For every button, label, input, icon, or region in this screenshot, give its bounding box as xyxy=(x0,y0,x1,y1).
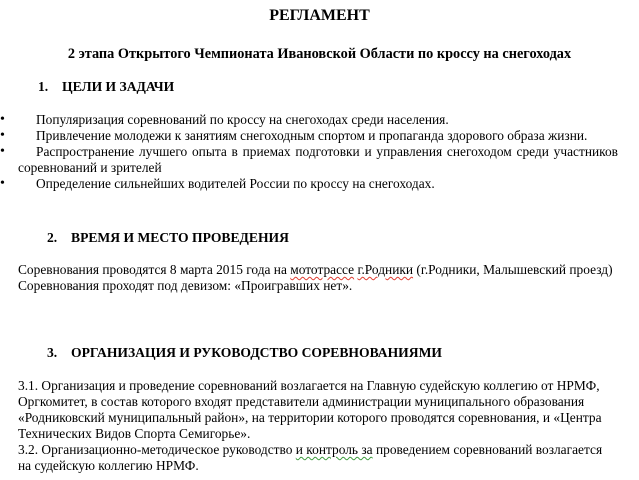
management-text-end: проведением соревнований возлагается на судейскую коллегию НРМФ. xyxy=(18,442,603,473)
bullet-item xyxy=(18,144,618,176)
bullet-item xyxy=(18,176,618,192)
section-1-bullet-list xyxy=(18,112,618,192)
section-2-number: 2. xyxy=(47,230,58,245)
management-paragraph xyxy=(18,442,618,474)
spellcheck-word: г.Родники xyxy=(357,262,414,277)
section-1-number: 1. xyxy=(38,79,49,94)
bullet-text: Привлечение молодежи к занятиям снегоходным спортом и пропаганда здорового образа жизни. xyxy=(36,128,588,143)
spellcheck-word: мототрассе xyxy=(290,262,355,277)
document-subtitle: 2 этапа Открытого Чемпионата Ивановской Области по кроссу на снегоходах xyxy=(67,46,572,62)
bullet-item xyxy=(18,128,618,144)
bullet-text: Распространение лучшего опыта в приемах подготовки и управления снегоходом среди участников соревнований и зрителей xyxy=(18,144,618,175)
section-2-body xyxy=(18,262,618,294)
management-text: 3.2. Организационно-методическое руководство xyxy=(18,442,296,457)
bullet-item xyxy=(18,112,618,128)
venue-paragraph xyxy=(18,262,618,278)
section-1-title: ЦЕЛИ И ЗАДАЧИ xyxy=(62,79,175,94)
section-3-number: 3. xyxy=(47,345,58,360)
bullet-text: Определение сильнейших водителей России по кроссу на снегоходах. xyxy=(36,176,435,191)
section-3-body xyxy=(18,378,618,474)
venue-address: (г.Родники, Малышевский проезд) xyxy=(413,262,613,277)
section-2-title: ВРЕМЯ И МЕСТО ПРОВЕДЕНИЯ xyxy=(71,230,289,245)
section-3-heading xyxy=(47,344,442,362)
section-2-heading xyxy=(47,229,289,247)
grammar-check-phrase: и контроль за xyxy=(295,442,373,457)
section-3-title: ОРГАНИЗАЦИЯ И РУКОВОДСТВО СОРЕВНОВАНИЯМИ xyxy=(71,345,442,360)
bullet-text: Популяризация соревнований по кроссу на снегоходах среди населения. xyxy=(36,112,449,127)
motto-paragraph: Соревнования проходят под девизом: «Проигравших нет». xyxy=(18,278,353,293)
document-title: РЕГЛАМЕНТ xyxy=(269,7,370,24)
section-1-heading xyxy=(38,78,174,96)
organization-paragraph: 3.1. Организация и проведение соревнований возлагается на Главную судейскую коллегию от НРМФ, Оргкомитет, в состав которого входят представители администрации муниципального образования «Родниковский муниципальный район», на территории которого проводятся соревнования, и «Центра Технических Видов Спорта Семигорье». xyxy=(18,378,602,441)
venue-text: Соревнования проводятся 8 марта 2015 года на xyxy=(18,262,291,277)
